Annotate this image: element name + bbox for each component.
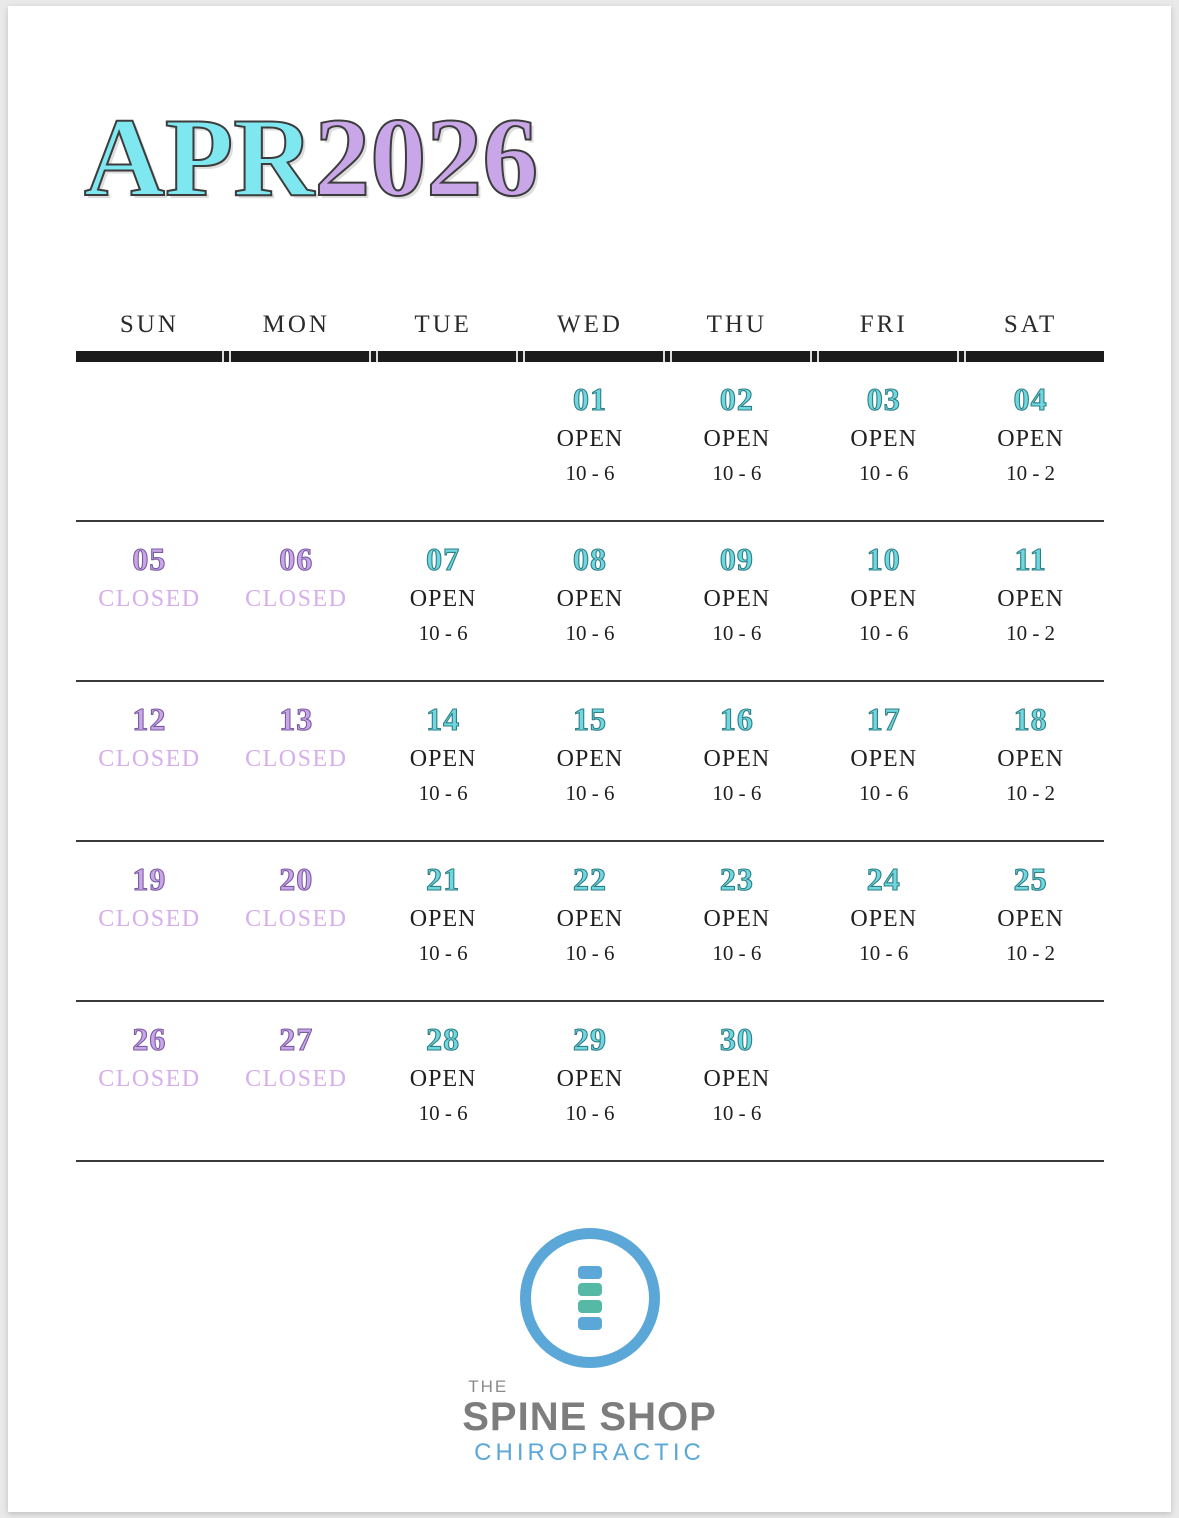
day-number: 12: [132, 701, 167, 737]
logo-name: SPINE SHOP: [462, 1394, 717, 1439]
day-cell[interactable]: [663, 362, 810, 520]
day-status: OPEN: [850, 746, 918, 773]
spine-vertebrae-icon: [578, 1266, 602, 1330]
week-row: [76, 522, 1104, 682]
day-hours: 10 - 6: [418, 621, 468, 646]
day-hours: 10 - 6: [712, 461, 762, 486]
day-hours: 10 - 2: [1006, 941, 1056, 966]
day-number: 10: [866, 541, 901, 577]
weekday-sat: SAT: [1003, 311, 1058, 338]
day-status: OPEN: [556, 906, 624, 933]
day-cell[interactable]: [76, 842, 223, 1000]
day-status: CLOSED: [98, 906, 201, 933]
day-hours: 10 - 6: [859, 781, 909, 806]
day-hours: 10 - 6: [712, 941, 762, 966]
day-cell[interactable]: [76, 682, 223, 840]
weekday-tue: TUE: [414, 311, 472, 338]
day-cell: [370, 362, 517, 520]
day-number: 20: [279, 861, 314, 897]
day-status: OPEN: [556, 1066, 624, 1093]
day-number: 23: [719, 861, 754, 897]
day-status: CLOSED: [98, 746, 201, 773]
weekday-wed: WED: [557, 311, 623, 338]
day-cell[interactable]: [517, 1002, 664, 1160]
day-number: 27: [279, 1021, 314, 1057]
day-hours: 10 - 6: [859, 461, 909, 486]
day-number: 11: [1014, 541, 1047, 577]
day-hours: 10 - 6: [712, 621, 762, 646]
day-status: CLOSED: [245, 906, 348, 933]
day-status: OPEN: [556, 586, 624, 613]
day-cell[interactable]: [663, 1002, 810, 1160]
day-cell[interactable]: [223, 682, 370, 840]
day-cell[interactable]: [957, 842, 1104, 1000]
day-cell[interactable]: [517, 682, 664, 840]
day-cell[interactable]: [810, 522, 957, 680]
day-number: 29: [572, 1021, 607, 1057]
day-hours: 10 - 6: [565, 941, 615, 966]
day-hours: 10 - 6: [565, 781, 615, 806]
day-number: 15: [572, 701, 607, 737]
logo-text: [462, 1378, 717, 1465]
day-status: OPEN: [703, 746, 771, 773]
day-number: 07: [426, 541, 461, 577]
day-hours: 10 - 2: [1006, 781, 1056, 806]
day-status: OPEN: [409, 1066, 477, 1093]
week-row: [76, 842, 1104, 1002]
weekday-sun: SUN: [119, 311, 179, 338]
day-number: 08: [572, 541, 607, 577]
logo: [8, 1228, 1171, 1465]
day-number: 16: [719, 701, 754, 737]
logo-the: THE: [468, 1377, 509, 1396]
day-status: OPEN: [409, 746, 477, 773]
calendar-page: [8, 6, 1171, 1512]
day-status: OPEN: [997, 586, 1064, 613]
day-status: OPEN: [850, 426, 918, 453]
day-hours: 10 - 6: [859, 941, 909, 966]
day-number: 06: [279, 541, 314, 577]
page-title: [84, 96, 539, 220]
day-status: CLOSED: [245, 586, 348, 613]
day-status: OPEN: [997, 906, 1064, 933]
calendar-grid: [76, 311, 1104, 1162]
day-cell[interactable]: [810, 682, 957, 840]
day-status: OPEN: [703, 906, 771, 933]
week-row: [76, 362, 1104, 522]
day-cell: [810, 1002, 957, 1160]
week-row: [76, 1002, 1104, 1162]
day-number: 13: [279, 701, 314, 737]
day-hours: 10 - 6: [565, 461, 615, 486]
day-cell: [957, 1002, 1104, 1160]
day-number: 30: [719, 1021, 754, 1057]
title-month: APR: [84, 96, 315, 220]
day-cell[interactable]: [957, 682, 1104, 840]
day-status: OPEN: [409, 586, 477, 613]
day-status: CLOSED: [98, 1066, 201, 1093]
day-status: OPEN: [997, 746, 1064, 773]
day-cell[interactable]: [663, 842, 810, 1000]
day-status: CLOSED: [245, 1066, 348, 1093]
day-status: OPEN: [997, 426, 1064, 453]
day-number: 05: [132, 541, 167, 577]
day-status: OPEN: [850, 586, 918, 613]
day-cell[interactable]: [810, 362, 957, 520]
day-status: OPEN: [703, 1066, 771, 1093]
day-cell[interactable]: [810, 842, 957, 1000]
weekday-header-row: [76, 311, 1104, 351]
day-cell[interactable]: [76, 1002, 223, 1160]
day-number: 28: [426, 1021, 461, 1057]
day-number: 26: [132, 1021, 167, 1057]
day-hours: 10 - 6: [859, 621, 909, 646]
day-cell[interactable]: [957, 522, 1104, 680]
day-cell[interactable]: [517, 522, 664, 680]
day-status: OPEN: [556, 426, 624, 453]
day-status: OPEN: [409, 906, 477, 933]
day-hours: 10 - 6: [418, 941, 468, 966]
day-cell: [76, 362, 223, 520]
day-hours: 10 - 6: [565, 621, 615, 646]
day-number: 22: [572, 861, 607, 897]
day-cell[interactable]: [370, 682, 517, 840]
day-cell[interactable]: [517, 362, 664, 520]
day-hours: 10 - 6: [712, 781, 762, 806]
day-hours: 10 - 6: [418, 1101, 468, 1126]
day-cell[interactable]: [223, 522, 370, 680]
header-divider: [76, 351, 1104, 362]
day-status: OPEN: [703, 426, 771, 453]
day-status: CLOSED: [98, 586, 201, 613]
day-number: 02: [719, 381, 754, 417]
weekday-thu: THU: [706, 311, 768, 338]
weekday-mon: MON: [262, 311, 330, 338]
title-year: 2026: [314, 96, 539, 220]
day-number: 18: [1013, 701, 1048, 737]
day-hours: 10 - 6: [565, 1101, 615, 1126]
day-cell[interactable]: [957, 362, 1104, 520]
day-hours: 10 - 6: [712, 1101, 762, 1126]
day-hours: 10 - 2: [1006, 461, 1056, 486]
day-hours: 10 - 2: [1006, 621, 1056, 646]
day-number: 17: [866, 701, 901, 737]
day-cell[interactable]: [370, 522, 517, 680]
weekday-fri: FRI: [859, 311, 908, 338]
day-hours: 10 - 6: [418, 781, 468, 806]
day-number: 24: [866, 861, 901, 897]
day-cell[interactable]: [76, 522, 223, 680]
day-number: 04: [1013, 381, 1048, 417]
day-status: OPEN: [556, 746, 624, 773]
logo-tagline: CHIROPRACTIC: [474, 1438, 705, 1466]
day-number: 21: [426, 861, 461, 897]
week-row: [76, 682, 1104, 842]
day-cell[interactable]: [663, 682, 810, 840]
spine-circle-icon: [520, 1228, 660, 1368]
day-cell[interactable]: [223, 842, 370, 1000]
day-number: 01: [572, 381, 607, 417]
day-number: 14: [426, 701, 461, 737]
day-cell[interactable]: [663, 522, 810, 680]
day-status: CLOSED: [245, 746, 348, 773]
day-number: 25: [1013, 861, 1048, 897]
day-number: 09: [719, 541, 754, 577]
day-cell[interactable]: [370, 1002, 517, 1160]
day-cell[interactable]: [370, 842, 517, 1000]
day-number: 03: [866, 381, 901, 417]
day-status: OPEN: [703, 586, 771, 613]
day-cell: [223, 362, 370, 520]
day-status: OPEN: [850, 906, 918, 933]
day-cell[interactable]: [223, 1002, 370, 1160]
day-number: 19: [132, 861, 167, 897]
day-cell[interactable]: [517, 842, 664, 1000]
